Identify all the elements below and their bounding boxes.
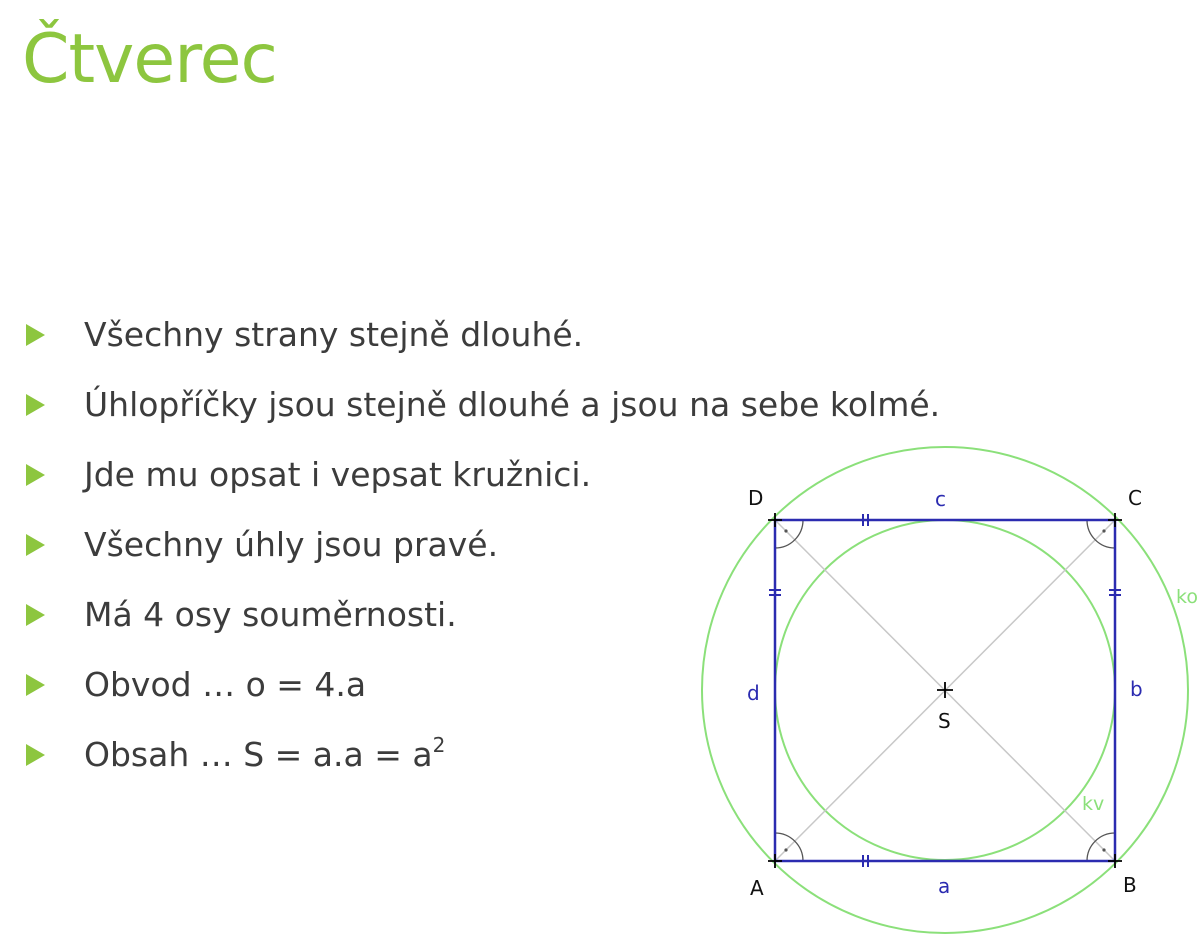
label-vertex-b: B — [1123, 873, 1137, 897]
arrow-bullet-icon — [26, 464, 45, 486]
label-vertex-c: C — [1128, 486, 1142, 510]
angle-dot-d — [784, 529, 787, 532]
arrow-bullet-icon — [26, 674, 45, 696]
bullet-text: Má 4 osy souměrnosti. — [84, 595, 457, 634]
label-side-d: d — [747, 681, 760, 705]
bullet-text: Obvod … o = 4.a — [84, 665, 367, 704]
slide-title: Čtverec — [22, 20, 277, 99]
angle-dot-a — [784, 848, 787, 851]
label-side-a: a — [938, 874, 951, 898]
bullet-text: Jde mu opsat i vepsat kružnici. — [84, 455, 592, 494]
label-incircle: kv — [1082, 793, 1105, 815]
arrow-bullet-icon — [26, 534, 45, 556]
label-center-s: S — [938, 709, 951, 733]
label-side-b: b — [1130, 677, 1143, 701]
bullet-text: Úhlopříčky jsou stejně dlouhé a jsou na sebe kolmé. — [84, 385, 941, 424]
bullet-text: Všechny úhly jsou pravé. — [84, 525, 499, 564]
bullet-item — [26, 375, 940, 445]
exponent: 2 — [432, 733, 446, 757]
bullet-text: Obsah … S = a.a = a — [84, 735, 433, 774]
bullet-item — [26, 305, 940, 375]
label-vertex-d: D — [748, 486, 764, 510]
label-circumcircle: ko — [1176, 586, 1198, 608]
angle-dot-c — [1102, 529, 1105, 532]
label-side-c: c — [935, 487, 946, 511]
angle-dot-b — [1102, 848, 1105, 851]
arrow-bullet-icon — [26, 744, 45, 766]
arrow-bullet-icon — [26, 394, 45, 416]
bullet-text: Všechny strany stejně dlouhé. — [84, 315, 584, 354]
arrow-bullet-icon — [26, 604, 45, 626]
square-diagram — [690, 440, 1200, 941]
label-vertex-a: A — [750, 876, 764, 900]
arrow-bullet-icon — [26, 324, 45, 346]
